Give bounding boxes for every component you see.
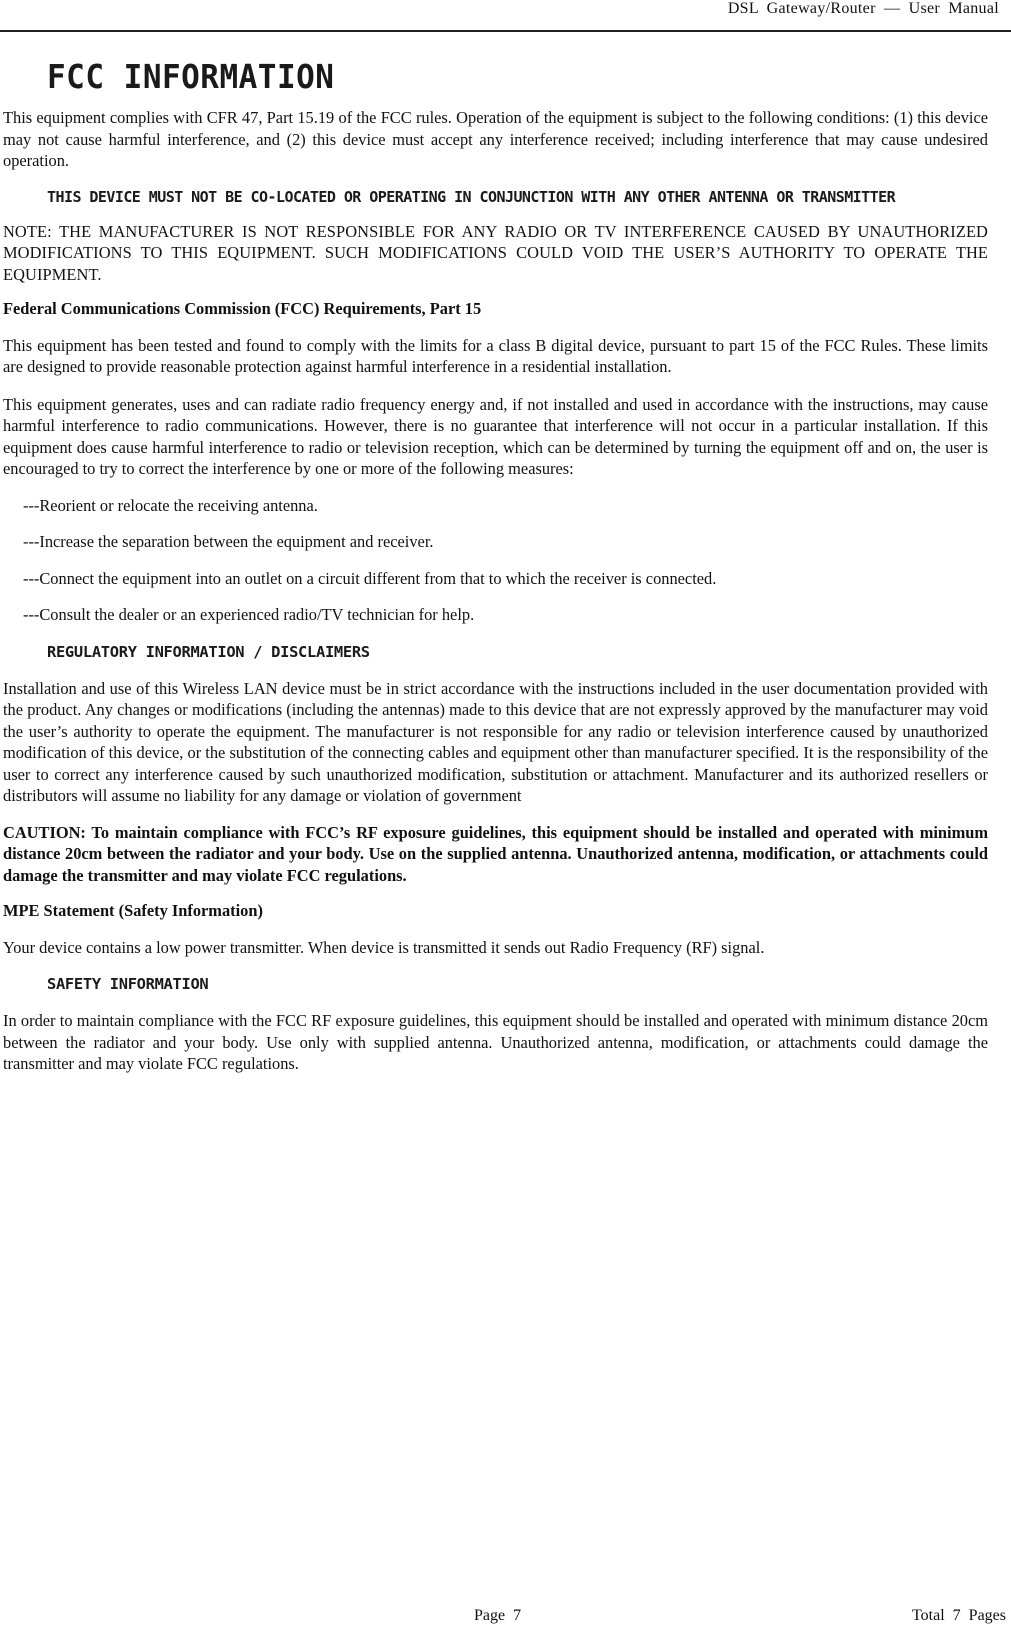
mpe-heading: MPE Statement (Safety Information) — [3, 901, 263, 920]
device-paragraph: Your device contains a low power transmitter. When device is transmitted it sends out Radio Frequency (RF) signal. — [3, 937, 765, 957]
safety-heading: SAFETY INFORMATION — [47, 975, 209, 993]
installation-paragraph: Installation and use of this Wireless LAN device must be in strict accordance with the instructions included in the user documentation provided with the product. Any changes or modifications (including the antennas) made to this device that are not expressly approved by the manufacturer may void the user’s authority to operate the equipment. The manufacturer is not responsible for any radio or television interference caused by unauthorized modification of this device, or the substitution of the connecting cables and equipment other than manufacturer specified. It is the responsibility of the user to correct any interference caused by such unauthorized modification, substitution or attachment. Manufacturer and its authorized resellers or distributors will assume no liability for any damage or violation of government — [3, 678, 988, 805]
measure-item: ---Reorient or relocate the receiving antenna. — [23, 495, 318, 515]
caution-paragraph: CAUTION: To maintain compliance with FCC’s RF exposure guidelines, this equipment should be installed and operated with minimum distance 20cm between the radiator and your body. Use on the supplied antenna. Unauthorized antenna, modification, or attachments could damage the transmitter and may violate FCC regulations. — [3, 822, 988, 885]
page-title: FCC INFORMATION — [47, 58, 335, 97]
total-pages: Total 7 Pages — [912, 1607, 1006, 1624]
header-rule — [0, 30, 1011, 32]
interference-paragraph: This equipment generates, uses and can radiate radio frequency energy and, if not installed and used in accordance with the instructions, may cause harmful interference to radio communications. However, there is no guarantee that interference will not occur in a particular installation. If this equipment does cause harmful interference to radio or television reception, which can be determined by turning the equipment off and on, the user is encouraged to try to correct the interference by one or more of the following measures: — [3, 394, 988, 478]
measure-item: ---Increase the separation between the equipment and receiver. — [23, 532, 434, 551]
intro-paragraph: This equipment complies with CFR 47, Part 15.19 of the FCC rules. Operation of the equipment is subject to the following conditions: (1) this device may not cause harmful interference, and (2) this device must accept any interference received; including interference that may cause undesired operation. — [3, 108, 988, 170]
running-header: DSL Gateway/Router — User Manual — [727, 0, 999, 17]
measure-item: ---Consult the dealer or an experienced radio/TV technician for help. — [23, 605, 475, 624]
page-number: Page 7 — [474, 1607, 522, 1624]
regulatory-heading: REGULATORY INFORMATION / DISCLAIMERS — [47, 642, 370, 661]
tested-paragraph: This equipment has been tested and found to comply with the limits for a class B digital device, pursuant to part 15 of the FCC Rules. These limits are designed to provide reasonable protection against harmful interference in a residential installation. — [3, 335, 988, 376]
page-body — [3, 48, 988, 1075]
fcc-part15-heading: Federal Communications Commission (FCC) Requirements, Part 15 — [3, 299, 482, 318]
manufacturer-note: NOTE: THE MANUFACTURER IS NOT RESPONSIBLE FOR ANY RADIO OR TV INTERFERENCE CAUSED BY UNAUTHORIZED MODIFICATIONS TO THIS EQUIPMENT. SUCH MODIFICATIONS COULD VOID THE USER’S AUTHORITY TO OPERATE THE EQUIPMENT. — [3, 221, 988, 284]
measure-item: ---Connect the equipment into an outlet on a circuit different from that to which the receiver is connected. — [23, 568, 717, 588]
antenna-warning-heading: THIS DEVICE MUST NOT BE CO-LOCATED OR OPERATING IN CONJUNCTION WITH ANY OTHER ANTENNA OR TRANSMITTER — [47, 187, 896, 206]
safety-paragraph: In order to maintain compliance with the FCC RF exposure guidelines, this equipment should be installed and operated with minimum distance 20cm between the radiator and your body. Use only with supplied antenna. Unauthorized antenna, modification, or attachments could damage the transmitter and may violate FCC regulations. — [3, 1011, 988, 1073]
